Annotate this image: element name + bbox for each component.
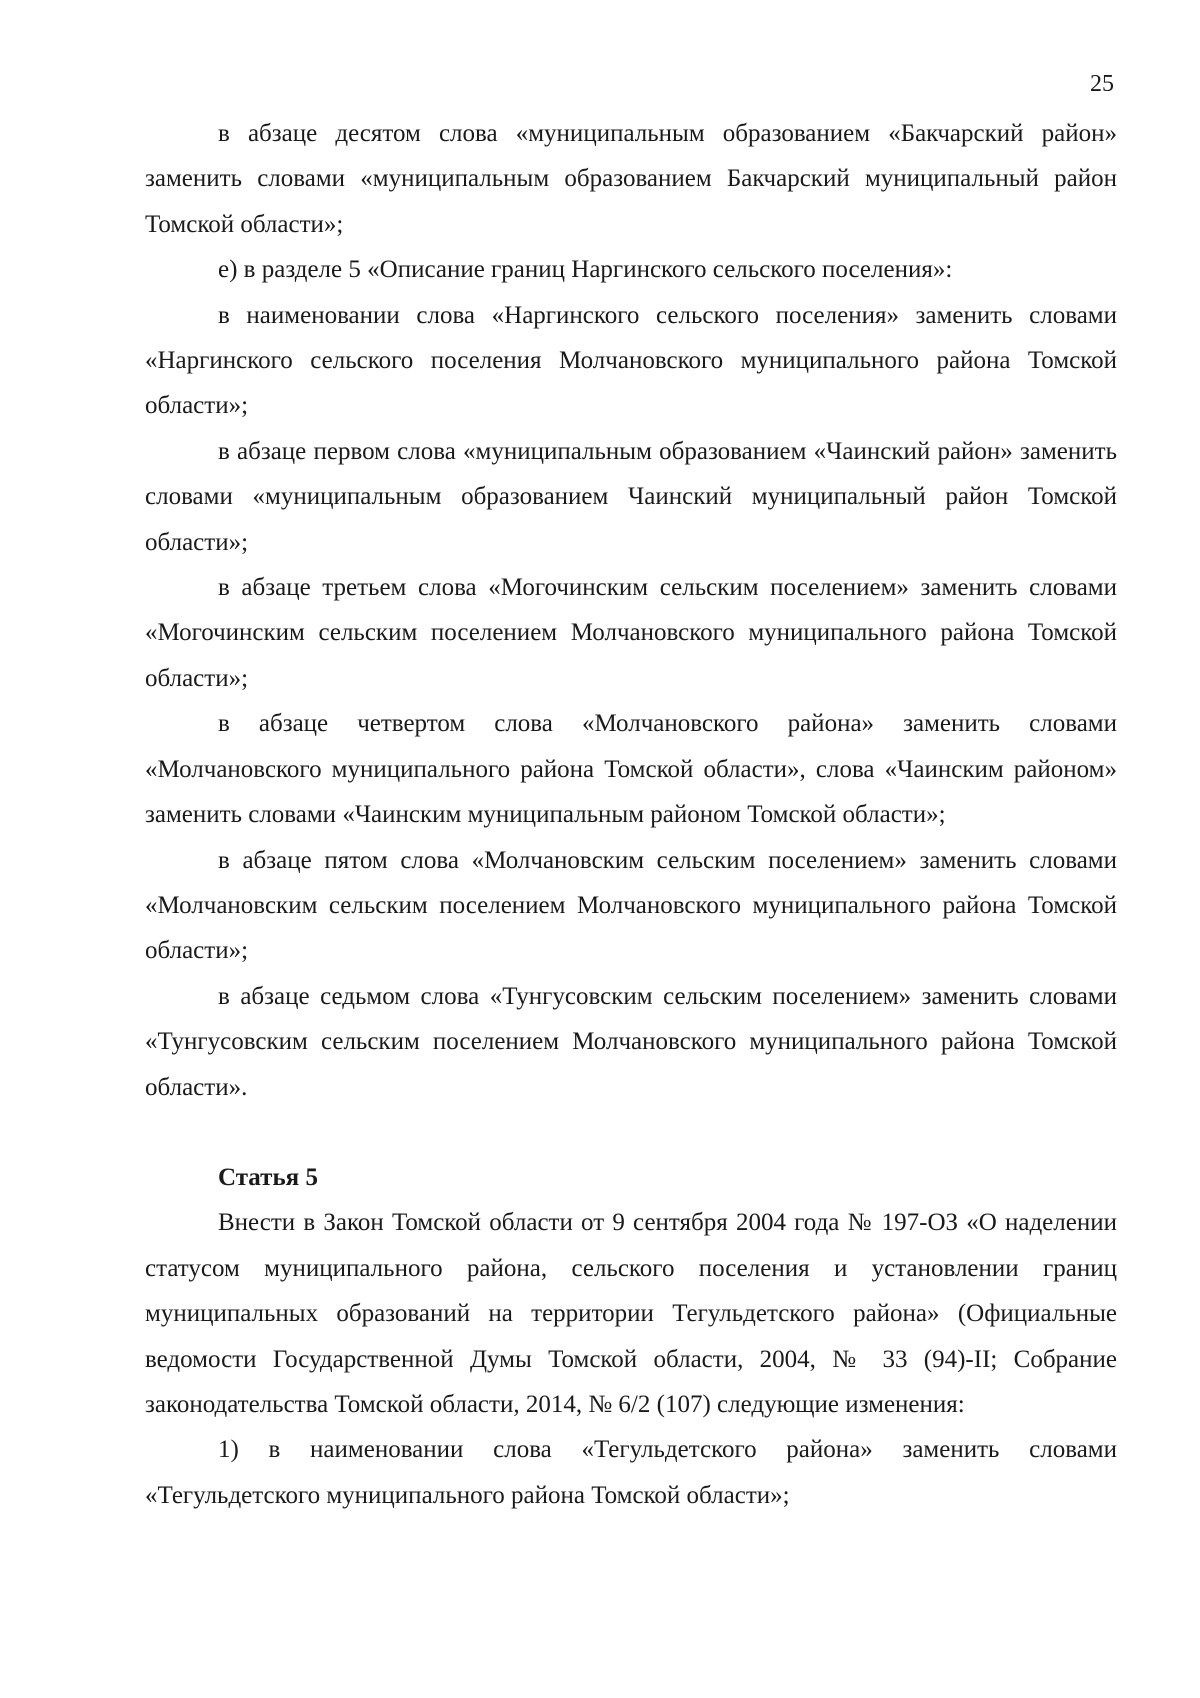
paragraph: в абзаце десятом слова «муниципальным образованием «Бакчарский район» заменить словами «муниципальным образованием Бакчарский муниципальный район Томской области»; <box>145 120 1117 238</box>
paragraph: в абзаце четвертом слова «Молчановского района» заменить словами «Молчановского муниципального района Томской области», слова «Чаинским районом» заменить словами «Чаинским муниципальным районом Томской области»; <box>145 710 1117 829</box>
paragraph: е) в разделе 5 «Описание границ Наргинского сельского поселения»: <box>218 256 953 284</box>
article-heading: Статья 5 <box>218 1163 318 1191</box>
paragraph: в наименовании слова «Наргинского сельского поселения» заменить словами «Наргинского сельского поселения Молчановского муниципального района Томской области»; <box>145 301 1117 420</box>
paragraph: 1) в наименовании слова «Тегульдетского района» заменить словами «Тегульдетского муниципального района Томской области»; <box>145 1436 1117 1509</box>
paragraph: в абзаце седьмом слова «Тунгусовским сельским поселением» заменить словами «Тунгусовским сельским поселением Молчановского муниципального района Томской области». <box>145 982 1117 1101</box>
paragraph: в абзаце пятом слова «Молчановским сельским поселением» заменить словами «Молчановским сельским поселением Молчановского муниципального района Томской области»; <box>145 846 1117 965</box>
page-number: 25 <box>1090 71 1114 97</box>
paragraph: в абзаце первом слова «муниципальным образованием «Чаинский район» заменить словами «муниципальным образованием Чаинский муниципальный район Томской области»; <box>145 437 1117 556</box>
document-body <box>145 111 1117 1518</box>
section-gap <box>145 1110 1117 1155</box>
paragraph: в абзаце третьем слова «Могочинским сельским поселением» заменить словами «Могочинским сельским поселением Молчановского муниципального района Томской области»; <box>145 574 1117 692</box>
paragraph: Внести в Закон Томской области от 9 сентября 2004 года № 197-ОЗ «О наделении статусом муниципального района, сельского поселения и установлении границ муниципальных образований на территории Тегульдетского района» (Официальные ведомости Государственной Думы Томской области, 2004, № 33 (94)-II; Собрание законодательства Томской области, 2014, № 6/2 (107) следующие изменения: <box>145 1209 1117 1418</box>
